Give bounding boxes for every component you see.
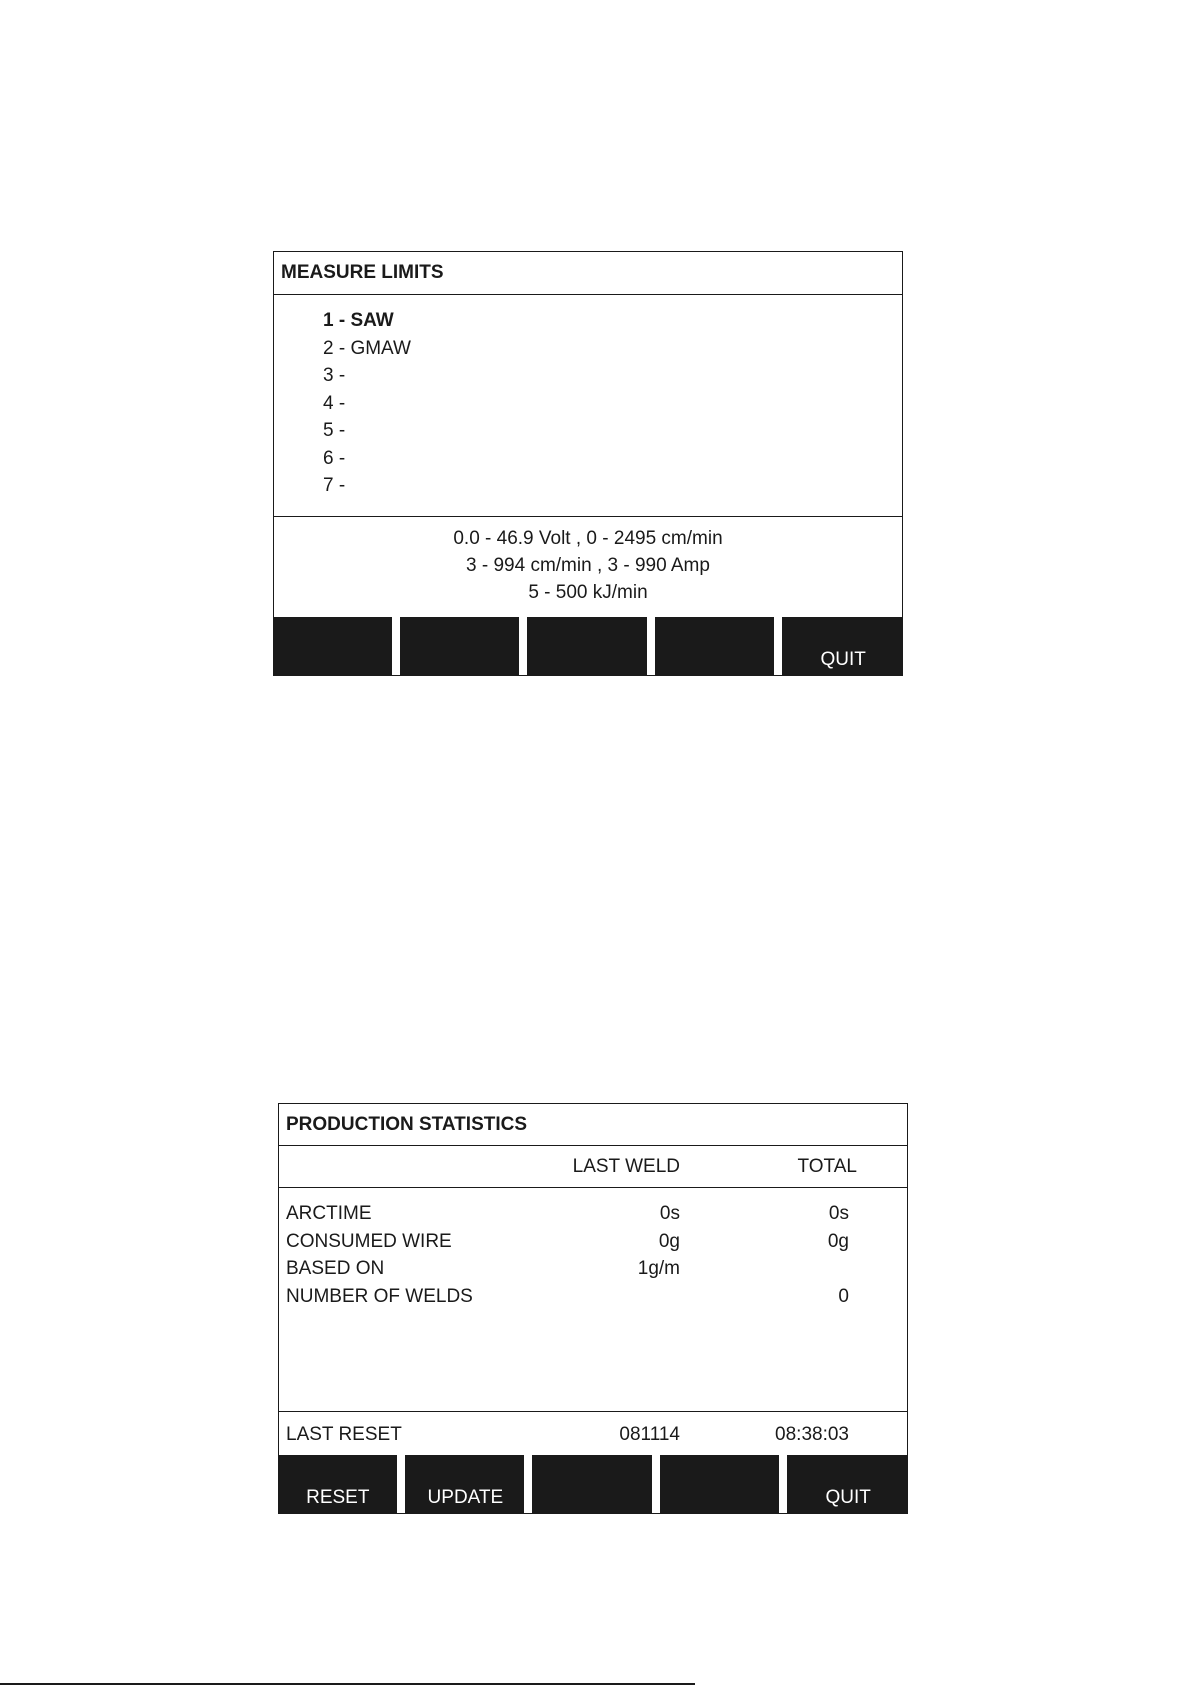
last-reset-row <box>279 1412 907 1455</box>
measure-limits-panel <box>273 251 903 676</box>
row-label: ARCTIME <box>286 1203 372 1224</box>
row-total: 0 <box>838 1285 849 1307</box>
row-label: CONSUMED WIRE <box>286 1230 452 1252</box>
process-menu <box>274 295 902 517</box>
column-header-row <box>279 1146 907 1188</box>
row-total: 0g <box>827 1230 849 1252</box>
softkey-2[interactable] <box>400 617 520 675</box>
menu-item-4[interactable]: 4 - <box>323 392 346 414</box>
menu-item-7[interactable]: 7 - <box>323 475 346 496</box>
stats-table <box>279 1188 907 1412</box>
softkey-4[interactable] <box>655 617 775 675</box>
last-reset-time: 08:38:03 <box>775 1424 849 1445</box>
table-row <box>279 1255 907 1283</box>
update-button[interactable]: UPDATE <box>405 1455 525 1513</box>
menu-item-1[interactable]: 1 - SAW <box>323 310 394 331</box>
row-last-weld: 0s <box>659 1203 680 1224</box>
last-reset-label: LAST RESET <box>286 1424 402 1445</box>
softkey-4[interactable] <box>660 1455 780 1513</box>
limits-line-2: 3 - 994 cm/min , 3 - 990 Amp <box>466 555 710 576</box>
quit-button[interactable]: QUIT <box>782 617 902 675</box>
row-last-weld: 0g <box>658 1230 680 1252</box>
menu-item-2[interactable]: 2 - GMAW <box>323 337 411 359</box>
limits-line-3: 5 - 500 kJ/min <box>528 582 648 603</box>
reset-button[interactable]: RESET <box>279 1455 397 1513</box>
limits-line-1: 0.0 - 46.9 Volt , 0 - 2495 cm/min <box>453 528 723 549</box>
table-row <box>279 1283 907 1311</box>
measure-limits-title: MEASURE LIMITS <box>274 252 902 295</box>
softkey-3[interactable] <box>527 617 647 675</box>
row-label: BASED ON <box>286 1258 385 1279</box>
softkey-3[interactable] <box>532 1455 652 1513</box>
measure-softkey-bar <box>274 617 902 675</box>
stats-softkey-bar <box>279 1455 907 1513</box>
row-total: 0s <box>828 1203 849 1224</box>
table-row <box>279 1200 907 1228</box>
column-header-last-weld: LAST WELD <box>572 1156 680 1177</box>
last-reset-date: 081114 <box>619 1424 680 1445</box>
column-header-total: TOTAL <box>797 1156 857 1177</box>
production-statistics-title: PRODUCTION STATISTICS <box>279 1104 907 1146</box>
row-label: NUMBER OF WELDS <box>286 1285 473 1307</box>
quit-button[interactable]: QUIT <box>787 1455 907 1513</box>
row-last-weld: 1g/m <box>637 1258 680 1279</box>
table-row <box>279 1228 907 1256</box>
menu-item-3[interactable]: 3 - <box>323 365 346 386</box>
menu-item-5[interactable]: 5 - <box>323 420 346 441</box>
limits-info <box>274 517 902 606</box>
softkey-1[interactable] <box>274 617 392 675</box>
menu-item-6[interactable]: 6 - <box>323 447 346 469</box>
production-statistics-panel <box>278 1103 908 1514</box>
